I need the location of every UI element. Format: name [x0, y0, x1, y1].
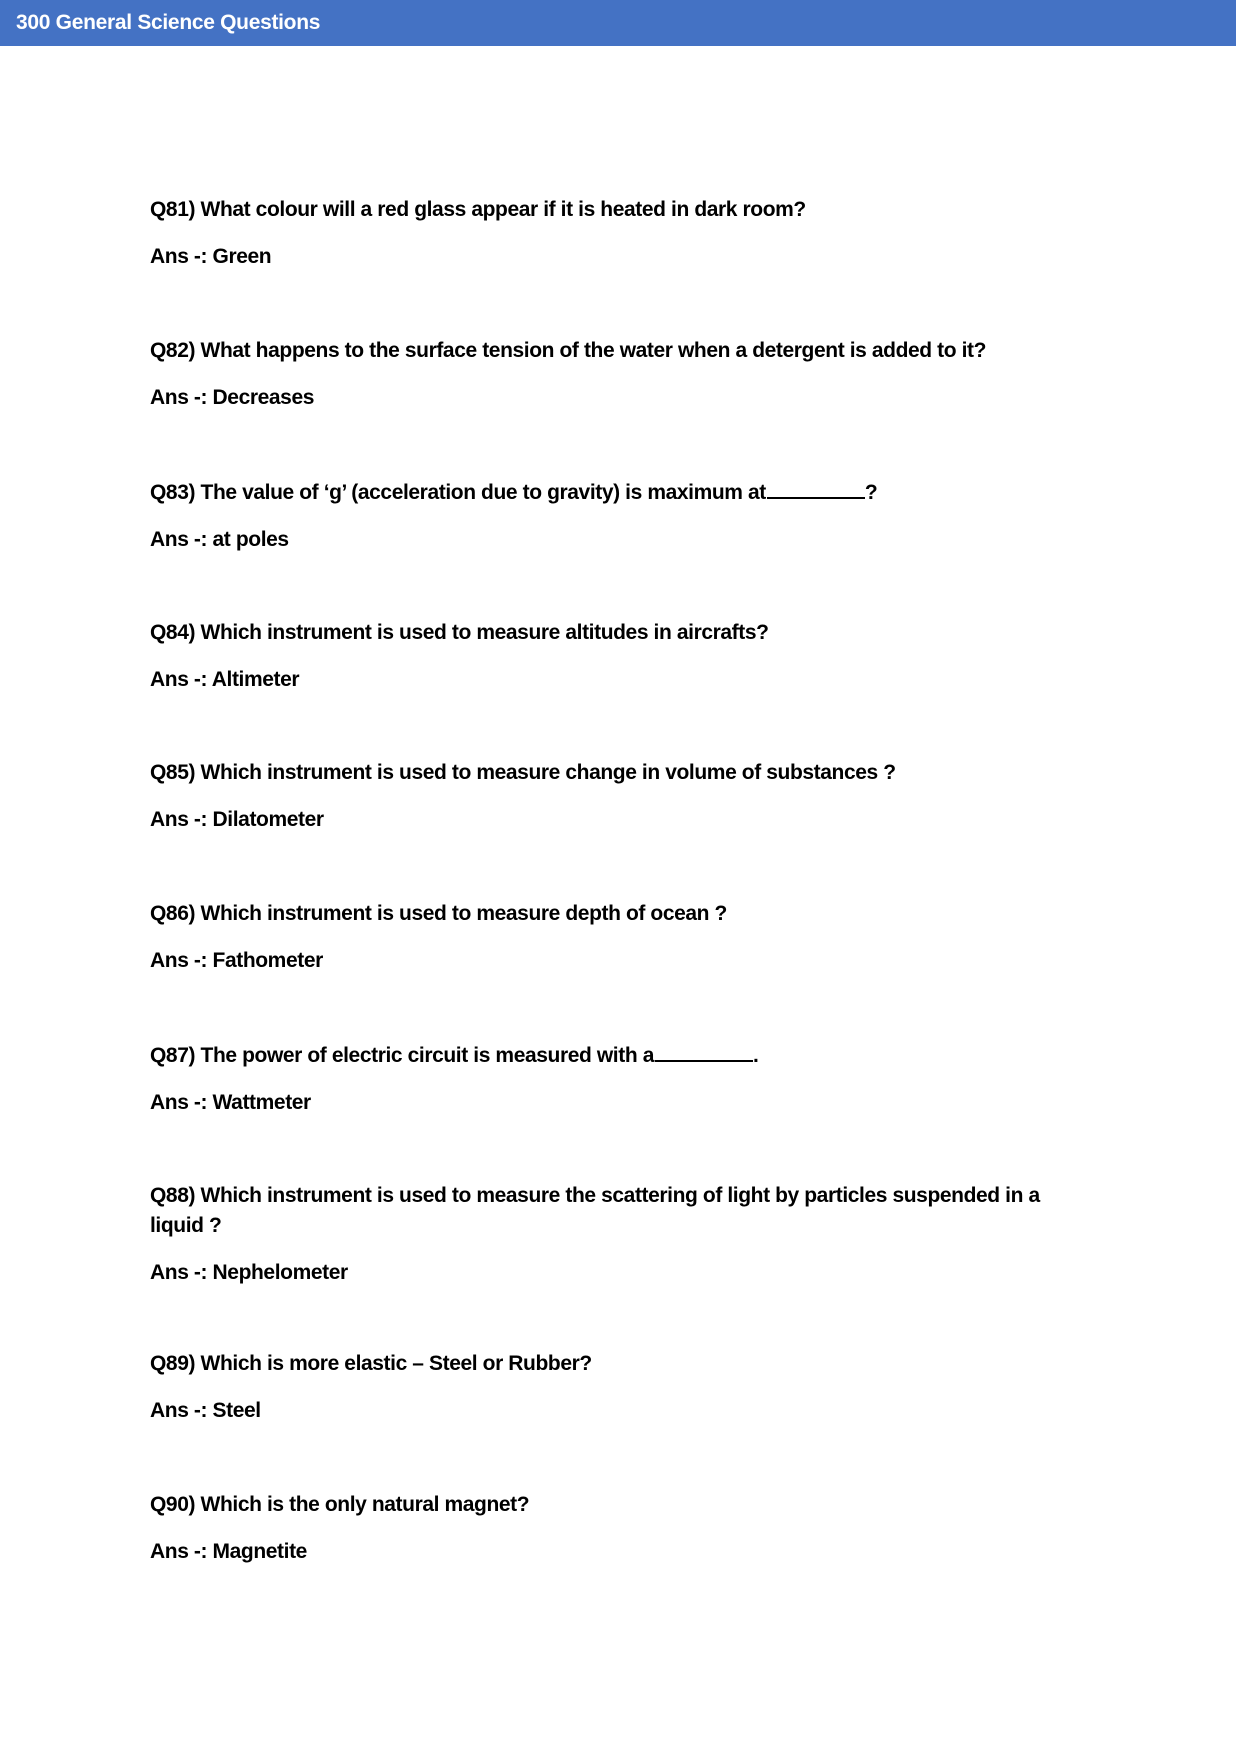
- document-title: 300 General Science Questions: [16, 11, 321, 34]
- question-text: Q89) Which is more elastic – Steel or Rubber?: [150, 1352, 592, 1375]
- question-text: Q81) What colour will a red glass appear if it is heated in dark room?: [150, 198, 806, 221]
- qa-item-87: [150, 1040, 1095, 1118]
- answer-text: Ans -: Green: [150, 245, 272, 268]
- qa-item-89: [150, 1349, 1095, 1426]
- question-text: Q90) Which is the only natural magnet?: [150, 1493, 530, 1516]
- qa-item-90: [150, 1490, 1095, 1567]
- qa-item-83: [150, 477, 1095, 555]
- qa-item-88: [150, 1181, 1095, 1288]
- question-text: Q86) Which instrument is used to measure depth of ocean ?: [150, 902, 727, 925]
- qa-item-81: [150, 195, 1095, 272]
- answer-text: Ans -: Magnetite: [150, 1540, 307, 1563]
- fill-in-blank: [655, 1040, 753, 1062]
- question-text: Q84) Which instrument is used to measure altitudes in aircrafts?: [150, 621, 769, 644]
- question-text: Q83) The value of ‘g’ (acceleration due to gravity) is maximum at ?: [150, 477, 1095, 508]
- answer-text: Ans -: at poles: [150, 528, 289, 551]
- question-text: Q82) What happens to the surface tension of the water when a detergent is added to it?: [150, 339, 987, 362]
- qa-item-84: [150, 618, 1095, 695]
- fill-in-blank: [767, 477, 865, 499]
- question-text: Q87) The power of electric circuit is measured with a .: [150, 1040, 1095, 1071]
- answer-text: Ans -: Dilatometer: [150, 808, 324, 831]
- question-text: Q88) Which instrument is used to measure the scattering of light by particles suspended in a liquid ?: [150, 1184, 1040, 1237]
- question-text: Q85) Which instrument is used to measure change in volume of substances ?: [150, 761, 896, 784]
- answer-text: Ans -: Steel: [150, 1399, 261, 1422]
- qa-item-86: [150, 899, 1095, 976]
- answer-text: Ans -: Wattmeter: [150, 1091, 311, 1114]
- answer-text: Ans -: Nephelometer: [150, 1261, 348, 1284]
- qa-item-85: [150, 758, 1095, 835]
- qa-item-82: [150, 336, 1095, 413]
- header-banner: [0, 0, 1236, 46]
- answer-text: Ans -: Fathometer: [150, 949, 323, 972]
- answer-text: Ans -: Decreases: [150, 386, 315, 409]
- answer-text: Ans -: Altimeter: [150, 668, 300, 691]
